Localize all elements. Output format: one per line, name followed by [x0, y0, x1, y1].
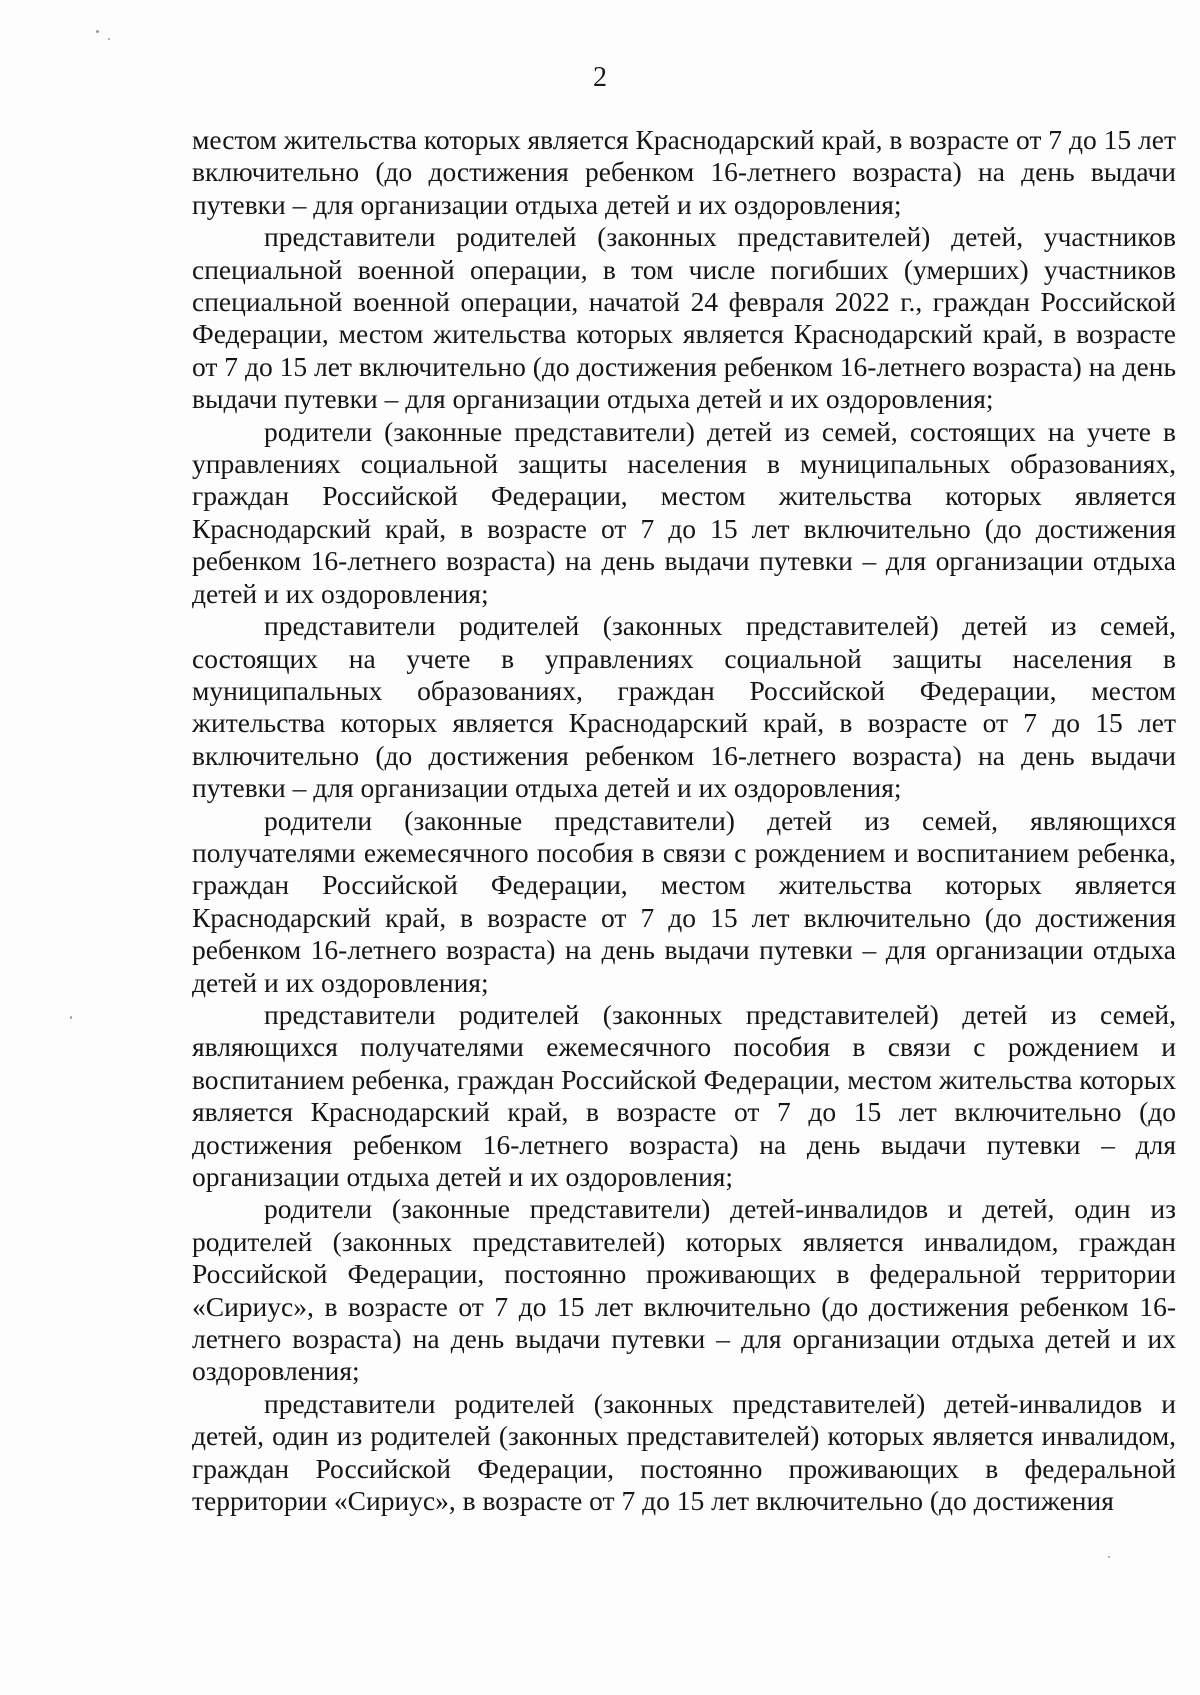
scan-speck: [70, 1016, 72, 1019]
body-text: [192, 124, 1176, 1517]
scan-speck: [108, 38, 110, 40]
paragraph: родители (законные представители) детей из семей, являющихся получателями ежемесячного пособия в связи с рождением и воспитанием ребенка, граждан Российской Федерации, местом жительства которых является Краснодарский край, в возрасте от 7 до 15 лет включительно (до достижения ребенком 16-летнего возраста) на день выдачи путевки – для организации отдыха детей и их оздоровления;: [192, 804, 1176, 998]
paragraph: представители родителей (законных представителей) детей из семей, являющихся получателями ежемесячного пособия в связи с рождением и воспитанием ребенка, граждан Российской Федерации, местом жительства которых является Краснодарский край, в возрасте от 7 до 15 лет включительно (до достижения ребенком 16-летнего возраста) на день выдачи путевки – для организации отдыха детей и их оздоровления;: [192, 998, 1176, 1192]
page-number: 2: [593, 62, 607, 93]
paragraph: родители (законные представители) детей-инвалидов и детей, один из родителей (законных представителей) которых является инвалидом, граждан Российской Федерации, постоянно проживающих в федеральной территории «Сириус», в возрасте от 7 до 15 лет включительно (до достижения ребенком 16-летнего возраста) на день выдачи путевки – для организации отдыха детей и их оздоровления;: [192, 1193, 1176, 1387]
paragraph: представители родителей (законных представителей) детей из семей, состоящих на учете в управлениях социальной защиты населения в муниципальных образованиях, граждан Российской Федерации, местом жительства которых является Краснодарский край, в возрасте от 7 до 15 лет включительно (до достижения ребенком 16-летнего возраста) на день выдачи путевки – для организации отдыха детей и их оздоровления;: [192, 610, 1176, 804]
paragraph: родители (законные представители) детей из семей, состоящих на учете в управлениях социальной защиты населения в муниципальных образованиях, граждан Российской Федерации, местом жительства которых является Краснодарский край, в возрасте от 7 до 15 лет включительно (до достижения ребенком 16-летнего возраста) на день выдачи путевки – для организации отдыха детей и их оздоровления;: [192, 415, 1176, 609]
paragraph: представители родителей (законных представителей) детей-инвалидов и детей, один из родителей (законных представителей) которых является инвалидом, граждан Российской Федерации, постоянно проживающих в федеральной территории «Сириус», в возрасте от 7 до 15 лет включительно (до достижения: [192, 1387, 1176, 1517]
scan-speck: [1108, 1556, 1110, 1558]
scan-speck: [96, 30, 99, 33]
paragraph-continued: местом жительства которых является Краснодарский край, в возрасте от 7 до 15 лет включительно (до достижения ребенком 16-летнего возраста) на день выдачи путевки – для организации отдыха детей и их оздоровления;: [192, 124, 1176, 220]
paragraph: представители родителей (законных представителей) детей, участников специальной военной операции, в том числе погибших (умерших) участников специальной военной операции, начатой 24 февраля 2022 г., граждан Российской Федерации, местом жительства которых является Краснодарский край, в возрасте от 7 до 15 лет включительно (до достижения ребенком 16-летнего возраста) на день выдачи путевки – для организации отдыха детей и их оздоровления;: [192, 221, 1176, 415]
